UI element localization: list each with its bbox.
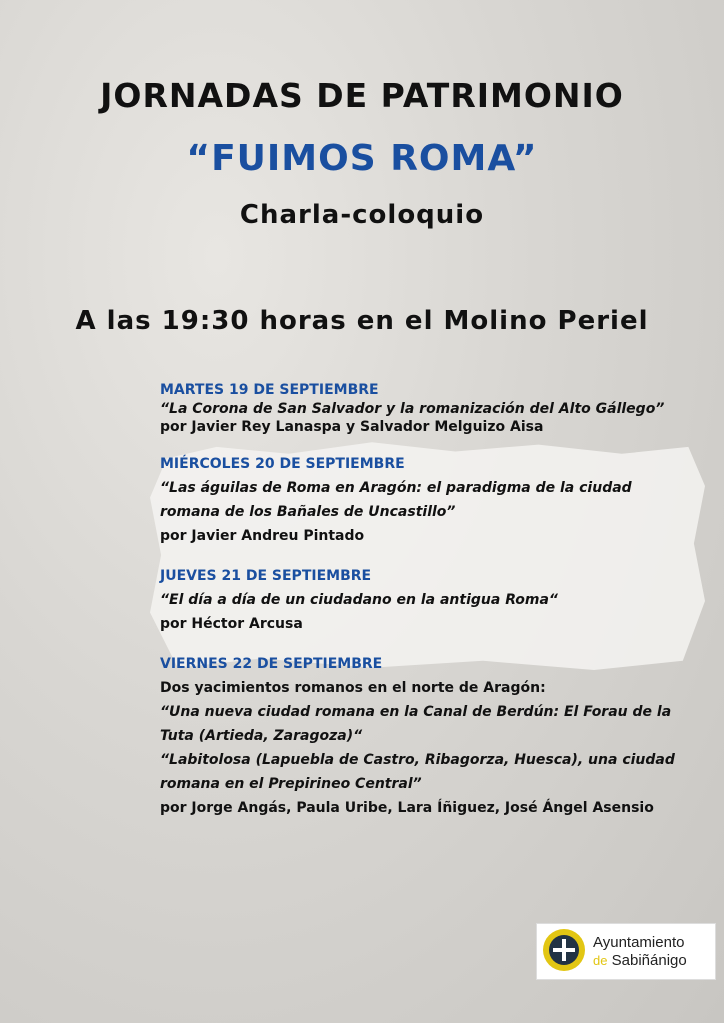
events-list <box>160 380 720 836</box>
event-talk-line: “Una nueva ciudad romana en la Canal de Berdún: El Forau de la <box>160 704 672 720</box>
event-speakers: por Javier Rey Lanaspa y Salvador Melguizo Aisa <box>160 419 544 435</box>
event-item <box>160 452 720 548</box>
event-talk-line: “Labitolosa (Lapuebla de Castro, Ribagorza, Huesca), una ciudad <box>160 752 675 768</box>
event-talk-line: romana en el Prepirineo Central” <box>160 776 422 792</box>
event-item <box>160 564 720 636</box>
event-talk-line: romana de los Bañales de Uncastillo” <box>160 504 456 520</box>
logo-town: Sabiñánigo <box>611 952 687 969</box>
event-item <box>160 380 720 436</box>
logo-prefix: de <box>593 953 608 968</box>
event-day: MIÉRCOLES 20 DE SEPTIEMBRE <box>160 456 405 472</box>
poster-title: JORNADAS DE PATRIMONIO <box>100 76 624 115</box>
event-speakers: por Jorge Angás, Paula Uribe, Lara Íñiguez, José Ángel Asensio <box>160 800 654 816</box>
event-item <box>160 652 720 820</box>
event-talk: “La Corona de San Salvador y la romanización del Alto Gállego” <box>160 401 665 417</box>
event-day: JUEVES 21 DE SEPTIEMBRE <box>160 568 372 584</box>
poster-subtitle: “FUIMOS ROMA” <box>186 138 538 179</box>
municipal-emblem-icon <box>543 929 585 971</box>
event-day: VIERNES 22 DE SEPTIEMBRE <box>160 656 383 672</box>
event-format: Charla-coloquio <box>239 200 485 230</box>
logo-line-1: Ayuntamiento <box>593 934 685 951</box>
event-talk-line: “Las águilas de Roma en Aragón: el paradigma de la ciudad <box>160 480 632 496</box>
time-and-place: A las 19:30 horas en el Molino Periel <box>75 306 649 336</box>
event-talk: “El día a día de un ciudadano en la antigua Roma“ <box>160 592 558 608</box>
event-intro: Dos yacimientos romanos en el norte de Aragón: <box>160 680 546 696</box>
event-talk-line: Tuta (Artieda, Zaragoza)“ <box>160 728 363 744</box>
ayuntamiento-logo <box>536 923 716 980</box>
event-speakers: por Héctor Arcusa <box>160 616 303 632</box>
event-speakers: por Javier Andreu Pintado <box>160 528 365 544</box>
event-day: MARTES 19 DE SEPTIEMBRE <box>160 382 379 398</box>
logo-line-2 <box>593 952 687 969</box>
